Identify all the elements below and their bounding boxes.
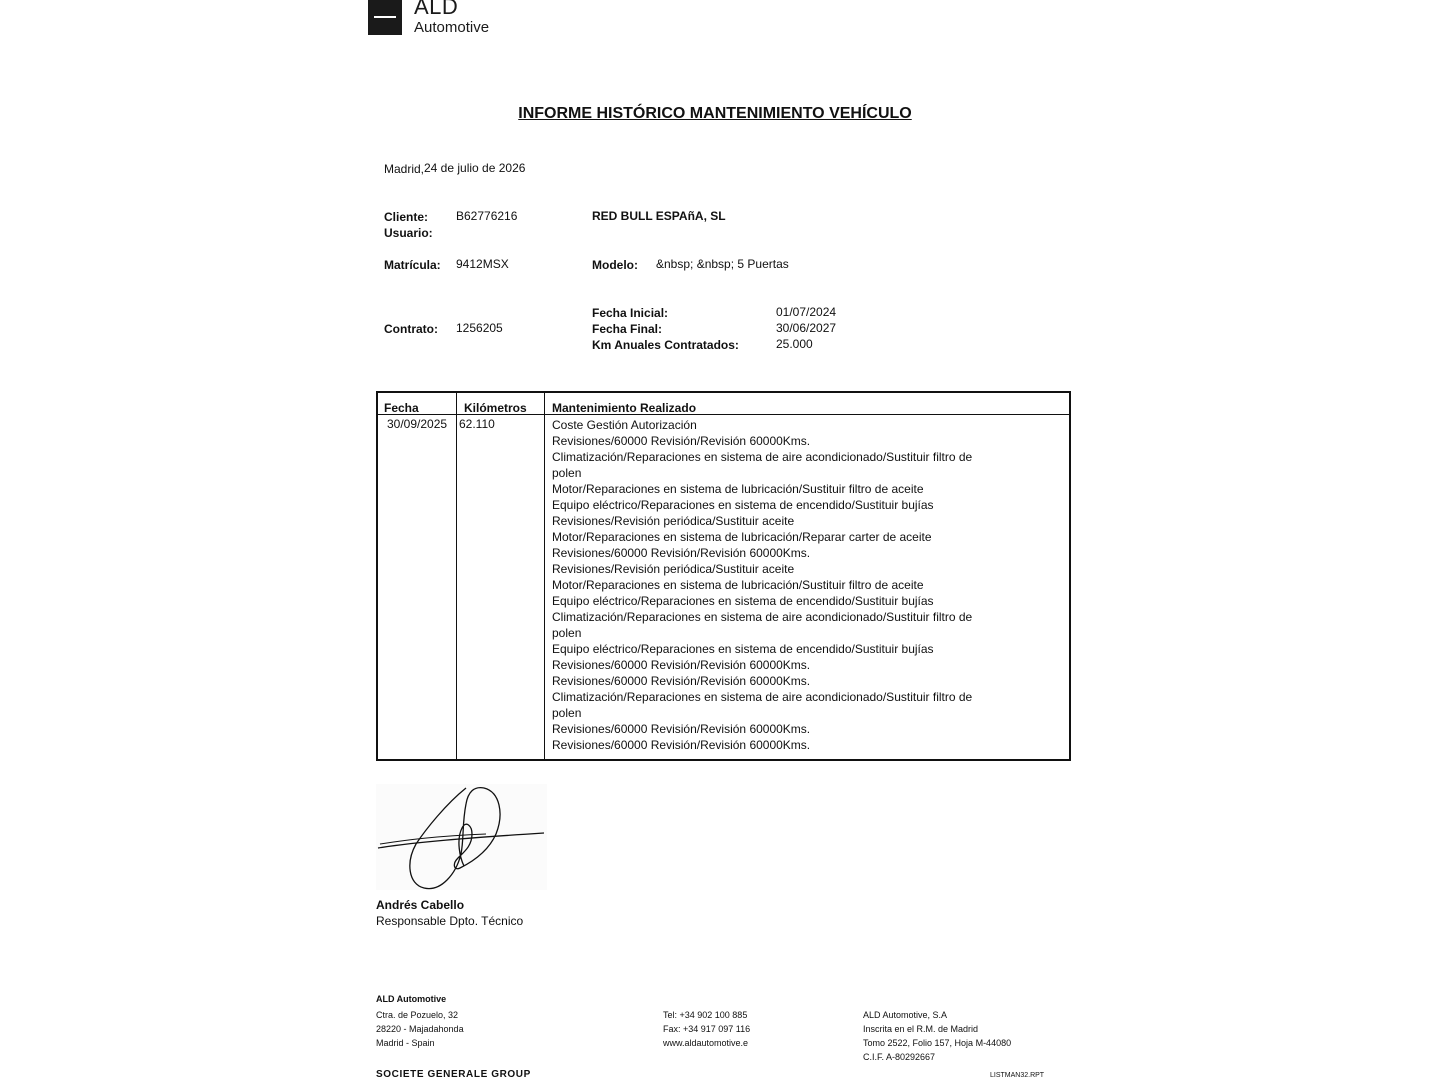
model-value: &nbsp; &nbsp; 5 Puertas	[656, 257, 789, 271]
report-date: 24 de julio de 2026	[424, 161, 526, 175]
end-date-label: Fecha Final:	[592, 322, 663, 336]
maintenance-item: Coste Gestión Autorización	[552, 418, 697, 432]
footer-company: ALD Automotive	[376, 994, 447, 1004]
header-km: Kilómetros	[464, 401, 527, 415]
contract-label: Contrato:	[384, 322, 438, 336]
maintenance-item: Revisiones/Revisión periódica/Sustituir aceite	[552, 514, 795, 528]
header-date: Fecha	[384, 401, 419, 415]
handwritten-signature-icon	[376, 784, 547, 890]
plate-value: 9412MSX	[456, 257, 509, 271]
footer-legal-3: Tomo 2522, Folio 157, Hoja M-44080	[863, 1038, 1012, 1048]
footer-address-3: Madrid - Spain	[376, 1038, 435, 1048]
signatory-name: Andrés Cabello	[376, 898, 465, 912]
table-column-divider	[456, 393, 457, 759]
row-date: 30/09/2025	[387, 417, 448, 431]
footer-legal-2: Inscrita en el R.M. de Madrid	[863, 1024, 979, 1034]
end-date-value: 30/06/2027	[776, 321, 837, 335]
maintenance-item: Motor/Reparaciones en sistema de lubricación/Reparar carter de aceite	[552, 530, 932, 544]
maintenance-table	[376, 391, 1071, 761]
footer-fax: Fax: +34 917 097 116	[663, 1024, 751, 1034]
maintenance-item: Revisiones/60000 Revisión/Revisión 60000Kms.	[552, 658, 811, 672]
maintenance-item: Climatización/Reparaciones en sistema de aire acondicionado/Sustituir filtro de	[552, 690, 973, 704]
maintenance-item: Climatización/Reparaciones en sistema de aire acondicionado/Sustituir filtro de	[552, 610, 973, 624]
maintenance-item: Revisiones/60000 Revisión/Revisión 60000Kms.	[552, 738, 811, 752]
header-maintenance: Mantenimiento Realizado	[552, 401, 697, 415]
plate-label: Matrícula:	[384, 258, 441, 272]
annual-km-value: 25.000	[776, 337, 813, 351]
client-id: B62776216	[456, 209, 518, 223]
maintenance-item: Motor/Reparaciones en sistema de lubricación/Sustituir filtro de aceite	[552, 578, 924, 592]
table-column-divider	[544, 393, 545, 759]
row-km: 62.110	[459, 417, 495, 431]
client-label: Cliente:	[384, 210, 429, 224]
signatory-role: Responsable Dpto. Técnico	[376, 914, 524, 928]
footer-legal-1: ALD Automotive, S.A	[863, 1010, 948, 1020]
annual-km-label: Km Anuales Contratados:	[592, 338, 739, 352]
maintenance-item: Motor/Reparaciones en sistema de lubricación/Sustituir filtro de aceite	[552, 482, 924, 496]
page-title: INFORME HISTÓRICO MANTENIMIENTO VEHÍCULO	[518, 105, 912, 122]
group-name: SOCIETE GENERALE GROUP	[376, 1069, 531, 1080]
logo-mark-icon	[368, 0, 402, 35]
user-label: Usuario:	[384, 226, 433, 240]
maintenance-item: polen	[552, 626, 582, 640]
maintenance-item: Revisiones/60000 Revisión/Revisión 60000Kms.	[552, 722, 811, 736]
ald-logo	[368, 0, 500, 36]
contract-number: 1256205	[456, 321, 503, 335]
signature-image	[376, 784, 547, 890]
maintenance-item: Equipo eléctrico/Reparaciones en sistema de encendido/Sustituir bujías	[552, 594, 934, 608]
footer-tel: Tel: +34 902 100 885	[663, 1010, 748, 1020]
client-name: RED BULL ESPAñA, SL	[592, 209, 726, 223]
maintenance-item: polen	[552, 466, 582, 480]
maintenance-items-list	[552, 417, 972, 753]
maintenance-item: Revisiones/60000 Revisión/Revisión 60000Kms.	[552, 434, 811, 448]
logo-text-ald: ALD	[414, 0, 459, 19]
start-date-label: Fecha Inicial:	[592, 306, 669, 320]
maintenance-item: polen	[552, 706, 582, 720]
logo-text-automotive: Automotive	[414, 19, 490, 36]
maintenance-item: Revisiones/Revisión periódica/Sustituir aceite	[552, 562, 795, 576]
footer-legal-4: C.I.F. A-80292667	[863, 1052, 936, 1062]
footer-address-1: Ctra. de Pozuelo, 32	[376, 1010, 459, 1020]
start-date-value: 01/07/2024	[776, 305, 837, 319]
footer-address-2: 28220 - Majadahonda	[376, 1024, 464, 1034]
report-code: LISTMAN32.RPT	[990, 1072, 1045, 1079]
maintenance-item: Equipo eléctrico/Reparaciones en sistema de encendido/Sustituir bujías	[552, 498, 934, 512]
footer-web: www.aldautomotive.e	[663, 1038, 749, 1048]
maintenance-item: Revisiones/60000 Revisión/Revisión 60000Kms.	[552, 674, 811, 688]
maintenance-item: Revisiones/60000 Revisión/Revisión 60000Kms.	[552, 546, 811, 560]
maintenance-item: Equipo eléctrico/Reparaciones en sistema de encendido/Sustituir bujías	[552, 642, 934, 656]
maintenance-item: Climatización/Reparaciones en sistema de aire acondicionado/Sustituir filtro de	[552, 450, 973, 464]
place-label: Madrid,	[384, 162, 425, 176]
model-label: Modelo:	[592, 258, 638, 272]
